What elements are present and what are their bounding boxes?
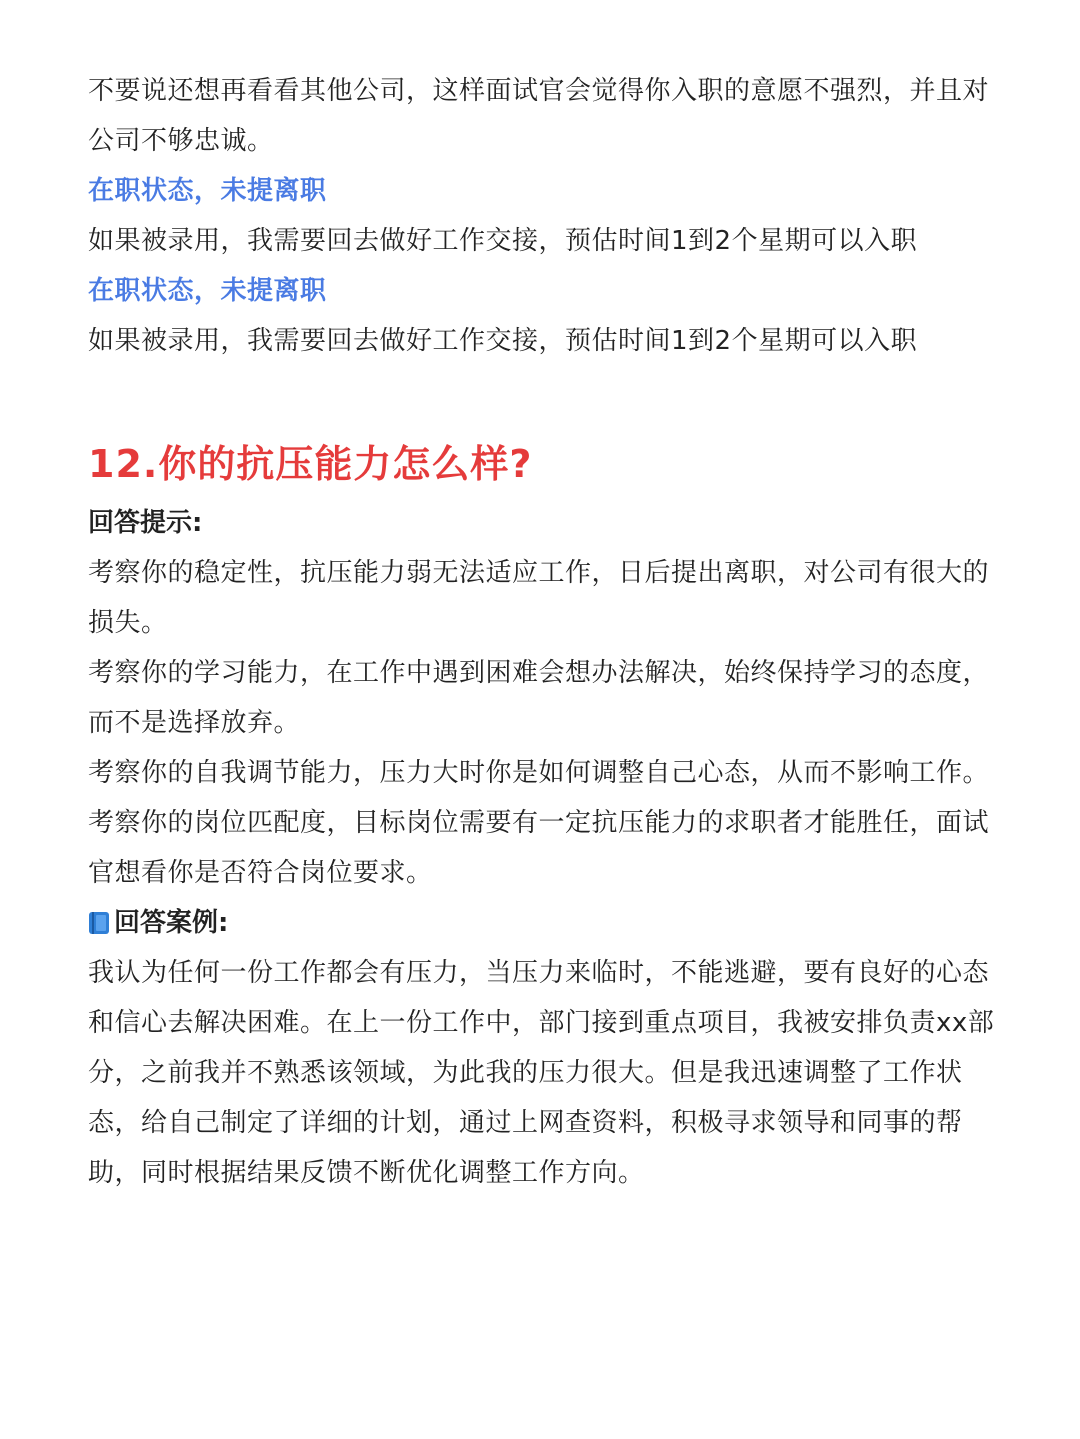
- hint-paragraph: 考察你的学习能力，在工作中遇到困难会想办法解决，始终保持学习的态度，而不是选择放弃。: [88, 658, 990, 738]
- book-icon: [88, 902, 110, 926]
- hint-paragraph: 考察你的稳定性，抗压能力弱无法适应工作，日后提出离职，对公司有很大的损失。: [88, 558, 990, 638]
- section-title: 12.你的抗压能力怎么样?: [88, 442, 533, 486]
- example-paragraph: 我认为任何一份工作都会有压力，当压力来临时，不能逃避，要有良好的心态和信心去解决困难。在上一份工作中，部门接到重点项目，我被安排负责xx部分，之前我并不熟悉该领域，为此我的压力很大。但是我迅速调整了工作状态，给自己制定了详细的计划，通过上网查资料，积极寻求领导和同事的帮助，同时根据结果反馈不断优化调整工作方向。: [88, 958, 995, 1188]
- spacer: [88, 366, 998, 416]
- hint-label: 回答提示:: [88, 508, 203, 538]
- intro-paragraph: 不要说还想再看看其他公司，这样面试官会觉得你入职的意愿不强烈，并且对公司不够忠诚。: [88, 76, 990, 156]
- hint-paragraph: 考察你的岗位匹配度，目标岗位需要有一定抗压能力的求职者才能胜任，面试官想看你是否符合岗位要求。: [88, 808, 990, 888]
- document-body: [88, 66, 998, 1198]
- status-label: 在职状态，未提离职: [88, 276, 327, 306]
- status-text: 如果被录用，我需要回去做好工作交接，预估时间1到2个星期可以入职: [88, 226, 918, 256]
- example-heading: [88, 898, 998, 948]
- status-label: 在职状态，未提离职: [88, 176, 327, 206]
- hint-paragraph: 考察你的自我调节能力，压力大时你是如何调整自己心态，从而不影响工作。: [88, 758, 990, 788]
- status-text: 如果被录用，我需要回去做好工作交接，预估时间1到2个星期可以入职: [88, 326, 918, 356]
- example-label: 回答案例:: [114, 908, 229, 938]
